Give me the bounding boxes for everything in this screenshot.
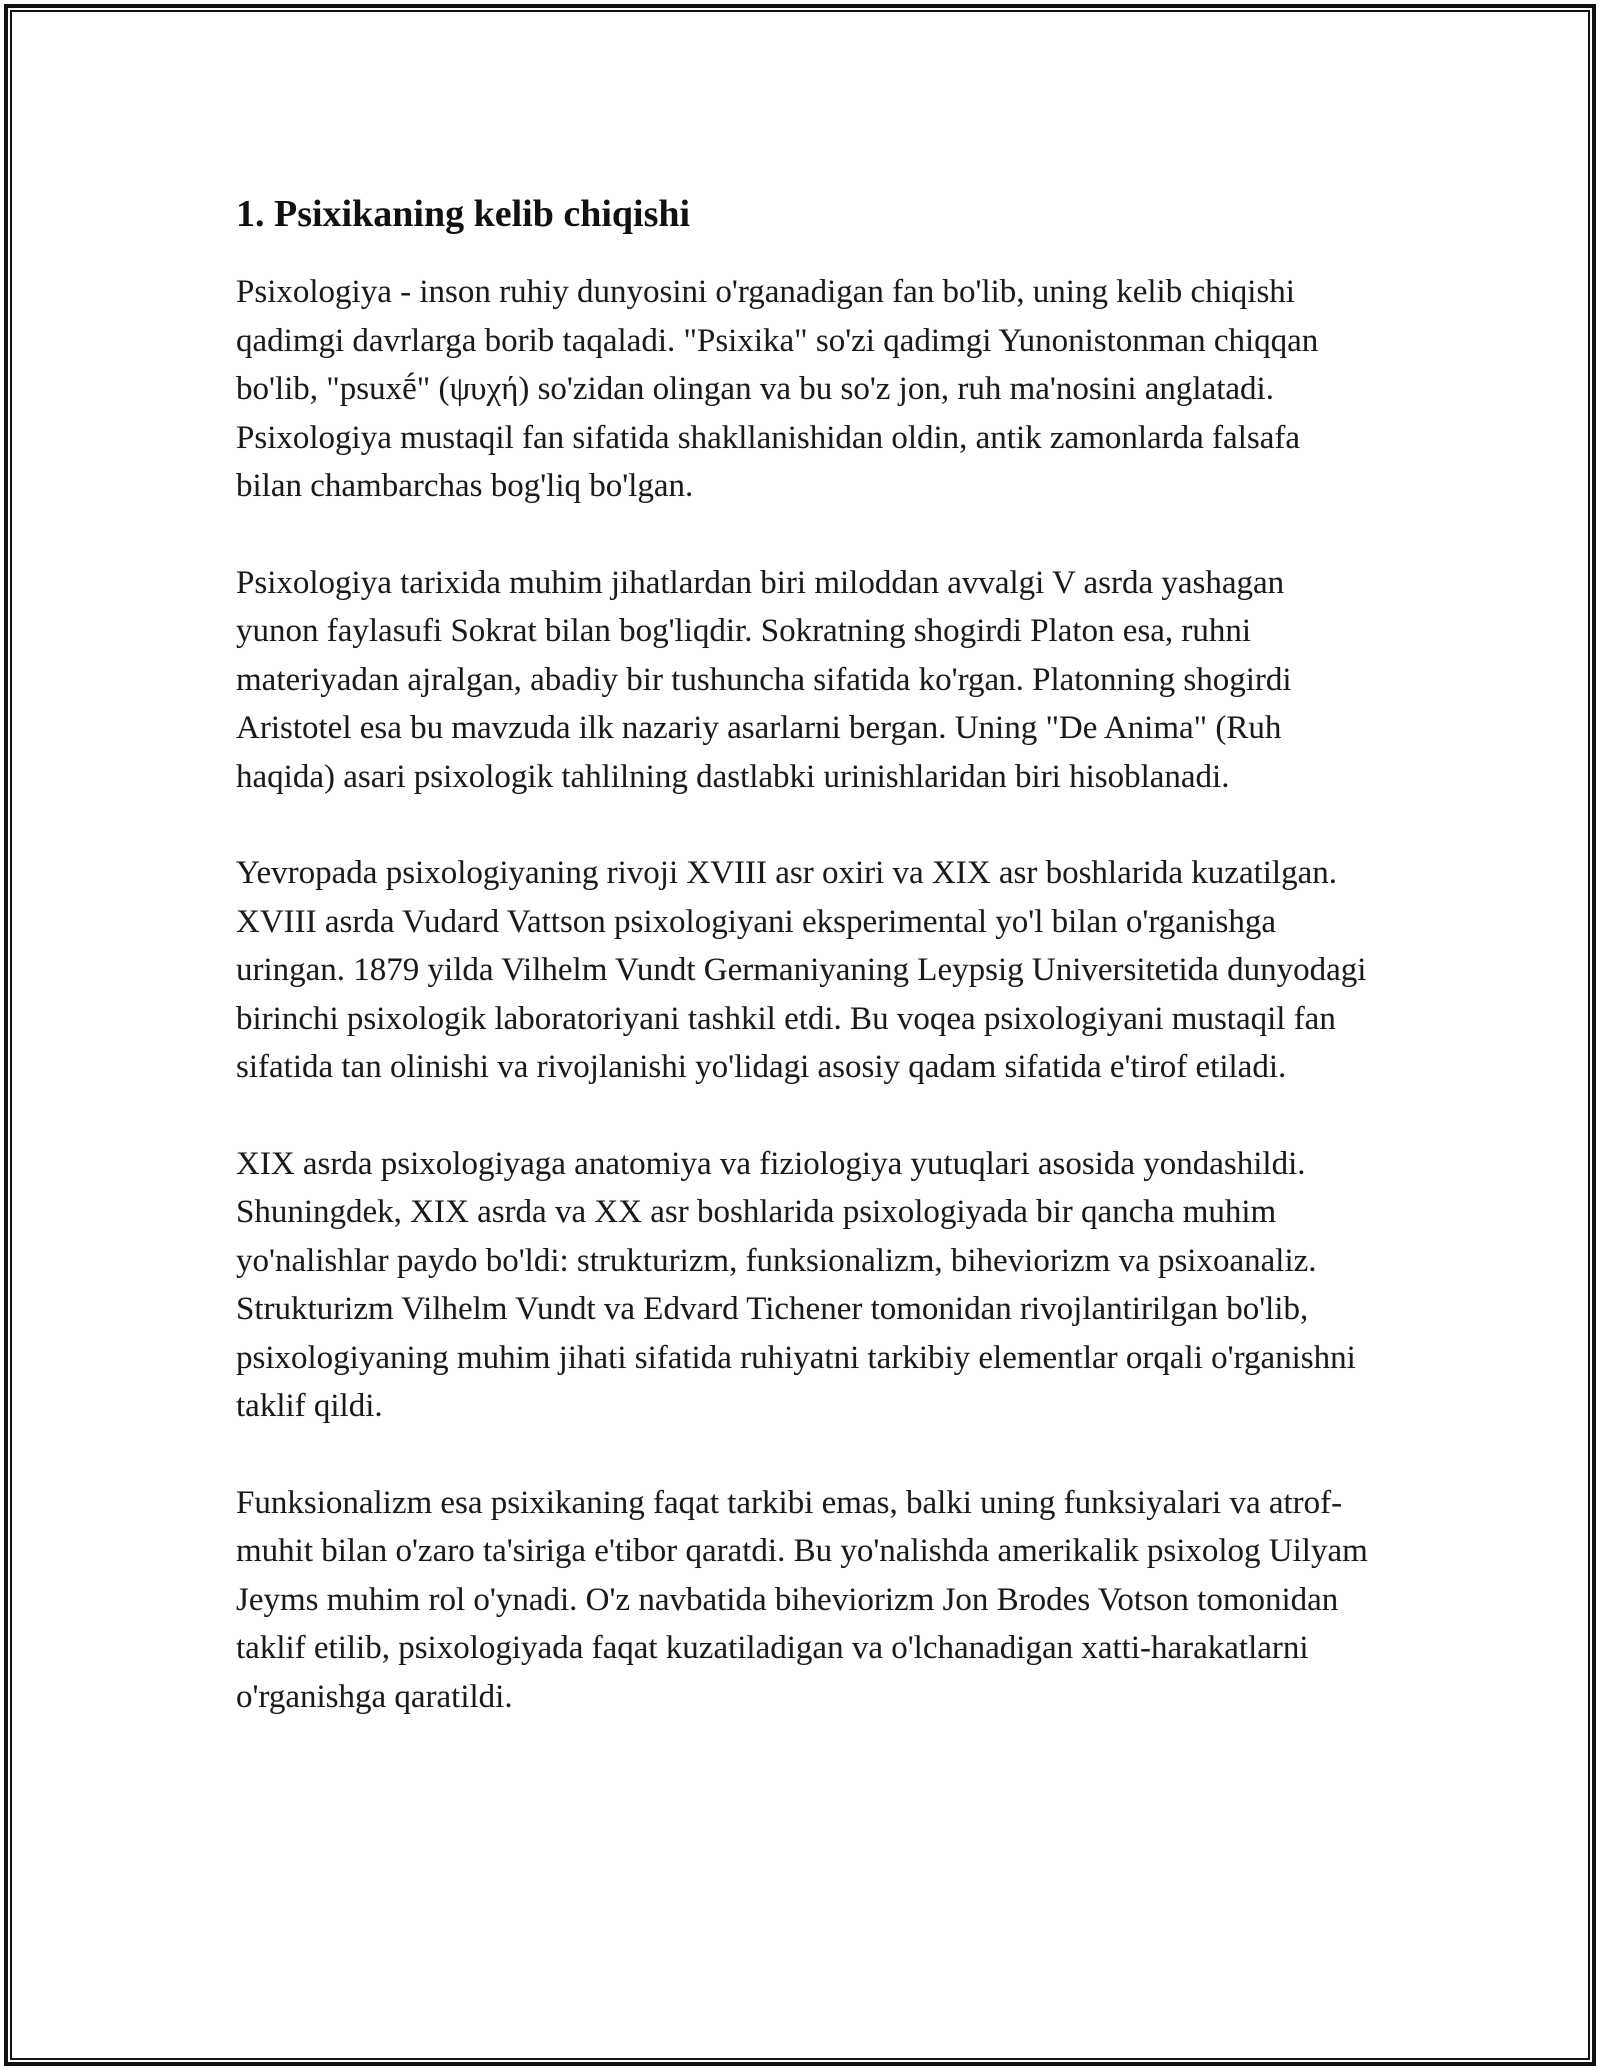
paragraph-europe-development: Yevropada psixologiyaning rivoji XVIII asr oxiri va XIX asr boshlarida kuzatilgan. XVIII asrda Vudard Vattson psixologiyani eksperimental yo'l bilan o'rganishga uringan. 1879 yilda Vilhelm Vundt Germaniyaning Leypsig Universitetida dunyodagi birinchi psixologik laboratoriyani tashkil etdi. Bu voqea psixologiyani mustaqil fan sifatida tan olinishi va rivojlanishi yo'lidagi asosiy qadam sifatida e'tirof etiladi.: [236, 855, 1367, 1085]
paragraph-functionalism-behaviorism: Funksionalizm esa psixikaning faqat tarkibi emas, balki uning funksiyalari va atrof-muhit bilan o'zaro ta'siriga e'tibor qaratdi. Bu yo'nalishda amerikalik psixolog Uilyam Jeyms muhim rol o'ynadi. O'z navbatida biheviorizm Jon Brodes Votson tomonidan taklif etilib, psixologiyada faqat kuzatiladigan va o'lchanadigan xatti-harakatlarni o'rganishga qaratildi.: [236, 1484, 1368, 1715]
paragraph-origin: Psixologiya - inson ruhiy dunyosini o'rganadigan fan bo'lib, uning kelib chiqishi qadimgi davrlarga borib taqaladi. "Psixika" so'zi qadimgi Yunonistonman chiqqan bo'lib, "psuxḗ" (ψυχή) so'zidan olingan va bu so'z jon, ruh ma'nosini anglatadi. Psixologiya mustaqil fan sifatida shakllanishidan oldin, antik zamonlarda falsafa bilan chambarchas bog'liq bo'lgan.: [236, 274, 1319, 504]
document-body: [236, 186, 1374, 1769]
paragraph-schools-of-psychology: XIX asrda psixologiyaga anatomiya va fiziologiya yutuqlari asosida yondashildi. Shuningdek, XIX asrda va XX asr boshlarida psixologiyada bir qancha muhim yo'nalishlar paydo bo'ldi: strukturizm, funksionalizm, biheviorizm va psixoanaliz. Strukturizm Vilhelm Vundt va Edvard Tichener tomonidan rivojlantirilgan bo'lib, psixologiyaning muhim jihati sifatida ruhiyatni tarkibiy elementlar orqali o'rganishni taklif qildi.: [236, 1145, 1356, 1424]
paragraph-ancient-philosophers: Psixologiya tarixida muhim jihatlardan biri miloddan avvalgi V asrda yashagan yunon faylasufi Sokrat bilan bog'liqdir. Sokratning shogirdi Platon esa, ruhni materiyadan ajralgan, abadiy bir tushuncha sifatida ko'rgan. Platonning shogirdi Aristotel esa bu mavzuda ilk nazariy asarlarni bergan. Uning "De Anima" (Ruh haqida) asari psixologik tahlilning dastlabki urinishlaridan biri hisoblanadi.: [236, 564, 1292, 795]
section-heading: 1. Psixikaning kelib chiqishi: [236, 193, 691, 235]
